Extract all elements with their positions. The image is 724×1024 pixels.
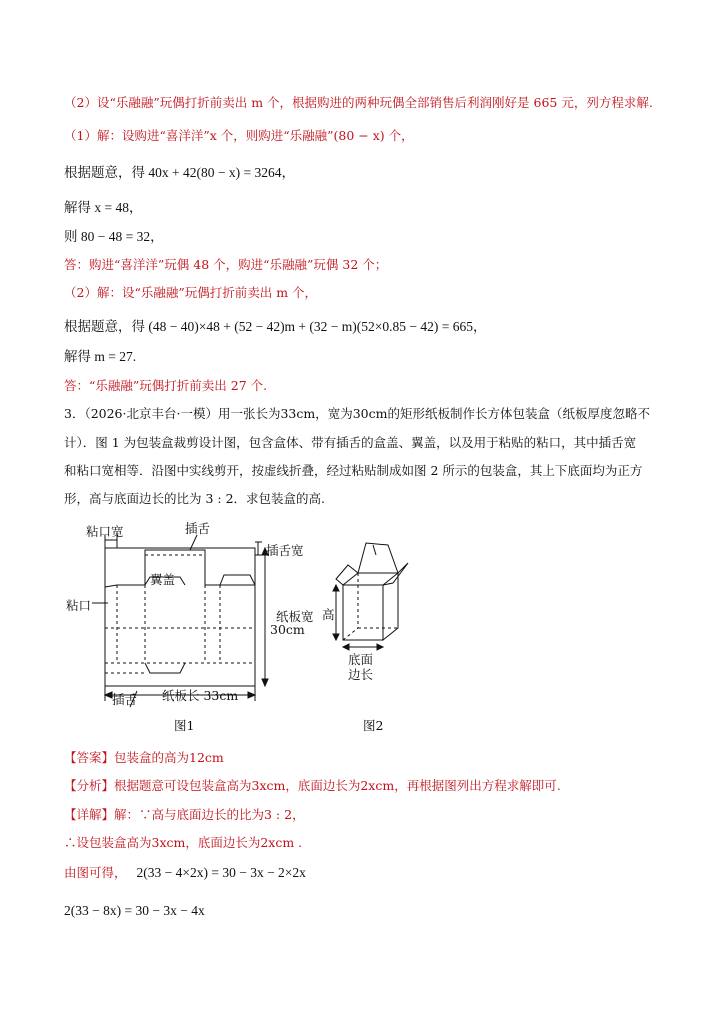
equation-2: 根据题意，得 (48 − 40)×48 + (52 − 42)m + (32 − m)(52×0.85 − 42) = 665， bbox=[64, 319, 487, 334]
equation-3: 2(33 − 8x) = 30 − 3x − 4x bbox=[64, 903, 205, 918]
analysis-line: 【分析】根据题意可设包装盒高为3xcm，底面边长为2xcm，再根据图列出方程求解即可. bbox=[64, 778, 561, 793]
label-wing-lid: 翼盖 bbox=[150, 572, 176, 587]
label-board-width-2: 30cm bbox=[270, 622, 305, 637]
label-box-height: 高 bbox=[322, 607, 335, 622]
question-part-2: （2）设“乐融融”玩偶打折前卖出 m 个，根据购进的两种玩偶全部销售后利润刚好是 665 元，列方程求解. bbox=[64, 95, 653, 110]
problem-3-line-2: 计）．图 1 为包装盒裁剪设计图，包含盒体、带有插舌的盒盖、翼盖，以及用于粘贴的粘口，其中插舌宽 bbox=[64, 435, 637, 450]
equation-intro: 根据题意，得 40x + 42(80 − x) = 3264， bbox=[64, 165, 295, 180]
let-variable-line: ∴设包装盒高为3xcm，底面边长为2xcm . bbox=[64, 835, 303, 850]
from-figure-line bbox=[64, 864, 306, 882]
label-tongue-top: 插舌 bbox=[185, 521, 211, 536]
problem-3-line-4: 形，高与底面边长的比为 3 : 2．求包装盒的高. bbox=[64, 491, 326, 506]
label-tongue-width: 插舌宽 bbox=[266, 543, 304, 558]
figure-2-caption: 图2 bbox=[363, 718, 384, 733]
solution-part-2: （2）解：设“乐融融”玩偶打折前卖出 m 个， bbox=[64, 285, 318, 300]
label-board-width-1: 纸板宽 bbox=[276, 609, 314, 624]
then-subtract: 则 80 − 48 = 32， bbox=[64, 229, 164, 244]
label-base-2: 边长 bbox=[348, 667, 374, 682]
label-board-length: 纸板长 33cm bbox=[162, 688, 239, 703]
label-base-1: 底面 bbox=[348, 652, 374, 667]
label-glue-tab: 粘口 bbox=[66, 598, 92, 613]
label-glue-width: 粘口宽 bbox=[86, 524, 124, 539]
answer-line: 【答案】包装盒的高为12cm bbox=[64, 750, 224, 765]
detail-solution-1: （1）解：设购进“喜洋洋”x 个，则购进“乐融融”(80 − x) 个， bbox=[64, 128, 414, 143]
answer-part-2: 答：“乐融融”玩偶打折前卖出 27 个. bbox=[64, 378, 268, 393]
figure-2-box-diagram bbox=[318, 535, 428, 655]
detail-ratio-line: 【详解】解：∵高与底面边长的比为3 : 2， bbox=[64, 807, 305, 822]
board-outline bbox=[105, 548, 255, 686]
figure-1-caption: 图1 bbox=[174, 718, 195, 733]
from-figure-label: 由图可得， bbox=[64, 865, 127, 880]
from-figure-equation: 2(33 − 4×2x) = 30 − 3x − 2×2x bbox=[136, 865, 306, 880]
problem-3-line-1: 3．（2026·北京丰台·一模）用一张长为33cm，宽为30cm的矩形纸板制作长方体包装盒（纸板厚度忽略不 bbox=[64, 406, 650, 421]
problem-3-line-3: 和粘口宽相等．沿图中实线剪开，按虚线折叠，经过粘贴制成如图 2 所示的包装盒，其上下底面均为正方 bbox=[64, 463, 643, 478]
solve-m: 解得 m = 27. bbox=[64, 349, 137, 364]
answer-part-1: 答：购进“喜洋洋”玩偶 48 个，购进“乐融融”玩偶 32 个； bbox=[64, 257, 388, 272]
label-tongue-bottom: 插舌 bbox=[112, 692, 138, 707]
solve-x: 解得 x = 48， bbox=[64, 200, 143, 215]
